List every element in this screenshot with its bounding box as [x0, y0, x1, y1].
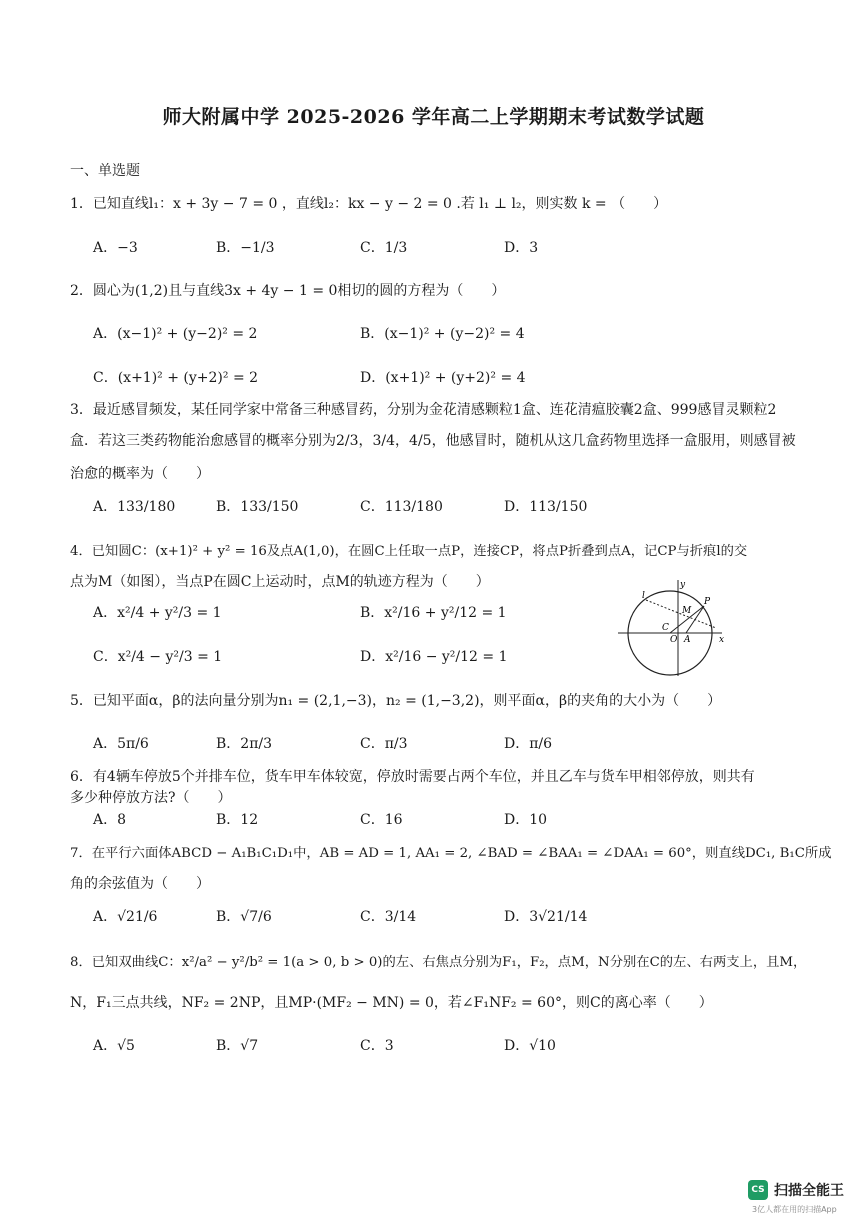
- q4-option-d: D．x²/16 − y²/12 = 1: [360, 649, 508, 665]
- question-8-line-1: 8．已知双曲线C：x²/a² − y²/b² = 1(a > 0, b > 0)的左、右焦点分别为F₁，F₂，点M，N分别在C的左、右两支上，且M，: [70, 955, 807, 970]
- q6-option-d: D．10: [504, 812, 548, 828]
- q1-option-b: B．−1/3: [216, 240, 275, 256]
- l-label: l: [642, 591, 645, 601]
- question-6-line-1: 6．有4辆车停放5个并排车位，货车甲车体较宽，停放时需要占两个车位，并且乙车与货车甲相邻停放，则共有: [70, 769, 755, 785]
- q8-option-c: C．3: [360, 1038, 394, 1054]
- question-7-line-1: 7．在平行六面体ABCD − A₁B₁C₁D₁中，AB = AD = 1, AA₁ = 2, ∠BAD = ∠BAA₁ = ∠DAA₁ = 60°，则直线DC₁, B₁C所成: [70, 846, 832, 861]
- scanner-app-name: 扫描全能王: [774, 1183, 844, 1199]
- question-5-stem: 5．已知平面α，β的法向量分别为n₁ = (2,1,−3)，n₂ = (1,−3,2)，则平面α，β的夹角的大小为（ ）: [70, 693, 722, 709]
- q8-option-d: D．√10: [504, 1038, 556, 1054]
- q8-option-b: B．√7: [216, 1038, 259, 1054]
- q3-option-c: C．113/180: [360, 499, 443, 515]
- scanner-tagline: 3亿人都在用的扫描App: [752, 1205, 837, 1214]
- q8-option-a: A．√5: [93, 1038, 135, 1054]
- q6-option-c: C．16: [360, 812, 403, 828]
- section-heading: 一、单选题: [70, 163, 140, 179]
- y-label: y: [680, 580, 686, 590]
- p-label: P: [704, 597, 711, 607]
- q7-option-a: A．√21/6: [93, 909, 158, 925]
- q5-option-b: B．2π/3: [216, 736, 273, 752]
- question-4-line-1: 4．已知圆C：(x+1)² + y² = 16及点A(1,0)，在圆C上任取一点P，连接CP，将点P折叠到点A，记CP与折痕l的交: [70, 544, 748, 559]
- q1-option-a: A．−3: [93, 240, 138, 256]
- m-label: M: [682, 606, 692, 616]
- q3-option-d: D．113/150: [504, 499, 588, 515]
- q4-circle-figure: [618, 578, 728, 678]
- page-title: 师大附属中学 2025-2026 学年高二上学期期末考试数学试题: [162, 106, 705, 128]
- question-1-stem: 1．已知直线l₁：x + 3y − 7 = 0 ，直线l₂：kx − y − 2 = 0 .若 l₁ ⊥ l₂，则实数 k = （ ）: [70, 196, 668, 212]
- question-3-line-1: 3．最近感冒频发，某任同学家中常备三种感冒药，分别为金花清感颗粒1盒、连花清瘟胶囊2盒、999感冒灵颗粒2: [70, 402, 777, 418]
- q6-option-b: B．12: [216, 812, 259, 828]
- q4-option-a: A．x²/4 + y²/3 = 1: [93, 605, 222, 621]
- question-7-line-2: 角的余弦值为（ ）: [70, 876, 210, 892]
- a-label: A: [684, 635, 691, 645]
- q7-option-d: D．3√21/14: [504, 909, 588, 925]
- q2-option-d: D．(x+1)² + (y+2)² = 4: [360, 370, 526, 386]
- scanner-watermark: [748, 1180, 844, 1200]
- q6-option-a: A．8: [93, 812, 127, 828]
- question-3-line-2: 盒．若这三类药物能治愈感冒的概率分别为2/3，3/4，4/5，他感冒时，随机从这几盒药物里选择一盒服用，则感冒被: [70, 433, 796, 449]
- question-3-line-3: 治愈的概率为（ ）: [70, 466, 210, 482]
- q7-option-b: B．√7/6: [216, 909, 272, 925]
- x-label: x: [719, 635, 725, 645]
- q5-option-a: A．5π/6: [93, 736, 149, 752]
- q2-option-c: C．(x+1)² + (y+2)² = 2: [93, 370, 259, 386]
- q2-option-a: A．(x−1)² + (y−2)² = 2: [93, 326, 258, 342]
- question-2-stem: 2．圆心为(1,2)且与直线3x + 4y − 1 = 0相切的圆的方程为（ ）: [70, 283, 506, 299]
- q4-option-c: C．x²/4 − y²/3 = 1: [93, 649, 223, 665]
- q5-option-d: D．π/6: [504, 736, 553, 752]
- c-label: C: [662, 623, 669, 633]
- q3-option-b: B．133/150: [216, 499, 299, 515]
- q1-option-d: D．3: [504, 240, 539, 256]
- question-6-line-2: 多少种停放方法?（ ）: [70, 790, 232, 806]
- q2-option-b: B．(x−1)² + (y−2)² = 4: [360, 326, 525, 342]
- o-label: O: [670, 635, 678, 645]
- question-4-line-2: 点为M（如图），当点P在圆C上运动时，点M的轨迹方程为（ ）: [70, 574, 490, 590]
- q4-option-b: B．x²/16 + y²/12 = 1: [360, 605, 507, 621]
- camscanner-logo-icon: CS: [748, 1180, 768, 1200]
- q5-option-c: C．π/3: [360, 736, 408, 752]
- question-8-line-2: N，F₁三点共线，NF₂ = 2NP，且MP·(MF₂ − MN) = 0，若∠F₁NF₂ = 60°，则C的离心率（ ）: [70, 995, 713, 1011]
- q3-option-a: A．133/180: [93, 499, 176, 515]
- q7-option-c: C．3/14: [360, 909, 417, 925]
- q1-option-c: C．1/3: [360, 240, 408, 256]
